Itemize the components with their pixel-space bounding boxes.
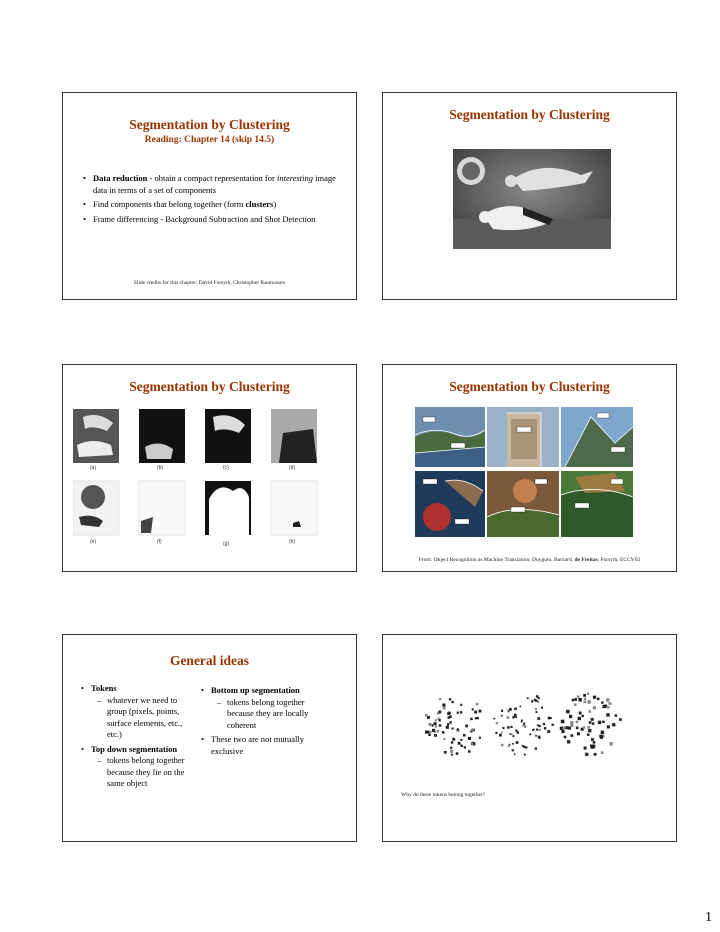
token-dot [434, 722, 437, 725]
token-dot [586, 753, 589, 756]
panel-label: (g) [223, 541, 230, 547]
token-dot [511, 733, 513, 735]
token-dot [578, 698, 582, 702]
token-dot [463, 734, 466, 737]
token-dot [535, 748, 537, 750]
slide-title: Segmentation by Clustering [449, 107, 610, 122]
panel-label: (h) [289, 539, 296, 545]
slide-caption: From: Object Recognition as Machine Translation, Duygulu, Barnard, de Freitas, Forsyth, ECCV02 [418, 557, 641, 563]
bullet-item: • These two are not mutually exclusive [201, 734, 321, 757]
token-dot [612, 723, 615, 726]
slide-title: General ideas [169, 653, 250, 668]
token-dot [547, 730, 550, 733]
token-dot [457, 728, 459, 730]
token-dot [588, 729, 591, 732]
token-dot [609, 702, 612, 705]
token-dot [536, 729, 538, 731]
token-dot [599, 735, 602, 738]
token-dot [603, 705, 606, 708]
token-dot [499, 734, 502, 737]
token-dot [514, 714, 517, 717]
token-dot [496, 722, 498, 724]
token-dot [593, 696, 596, 699]
bullet-item: • Tokens – whatever we need to group (pixels, points, surface elements, etc., etc.) [81, 683, 193, 741]
token-dot [527, 697, 529, 699]
token-dot [574, 703, 577, 706]
token-dot [509, 708, 512, 711]
token-dot [507, 716, 510, 719]
token-dot [452, 728, 454, 730]
token-dot [508, 745, 510, 747]
token-dot [435, 726, 437, 728]
token-dot [448, 716, 451, 719]
token-dot [425, 714, 428, 717]
token-dot [501, 715, 503, 717]
token-dot [435, 719, 437, 721]
token-dot [428, 723, 431, 726]
token-dot [428, 734, 431, 737]
bullet-item: • Bottom up segmentation – tokens belong together because they are locally coherent [201, 685, 321, 731]
token-dot [443, 738, 445, 740]
token-dot [495, 732, 497, 734]
token-dot [515, 729, 517, 731]
token-dot [564, 736, 567, 739]
token-dot [501, 710, 503, 712]
baseball-photo [453, 149, 611, 249]
token-dot [533, 729, 535, 731]
token-dot [584, 698, 587, 701]
token-dot [606, 698, 609, 701]
token-dot [592, 722, 595, 725]
token-dot [601, 701, 603, 703]
token-dot [516, 741, 519, 744]
token-dot [514, 708, 517, 711]
token-dot [439, 698, 441, 700]
token-dot [461, 745, 463, 747]
token-dot [607, 725, 610, 728]
token-dot [502, 727, 504, 729]
token-dot [538, 736, 541, 739]
token-dot [449, 721, 451, 723]
token-dot [444, 751, 447, 754]
token-dot [452, 701, 454, 703]
token-dot [447, 712, 450, 715]
token-dot [571, 734, 574, 737]
token-dot [524, 754, 526, 756]
token-dot [561, 730, 564, 733]
segmentation-panels [73, 409, 343, 549]
token-dot [535, 708, 537, 710]
token-dot [471, 729, 474, 732]
token-dot [550, 717, 552, 719]
token-dot [450, 750, 453, 753]
token-dot [476, 703, 479, 706]
slide-4 [382, 364, 677, 572]
token-dot [602, 721, 605, 724]
token-dot [525, 746, 527, 748]
token-dot [521, 720, 523, 722]
token-dot [458, 742, 461, 745]
sub-bullet-item: – whatever we need to group (pixels, points, surface elements, etc., etc.) [97, 695, 193, 741]
token-dot [552, 724, 554, 726]
token-dot [513, 735, 515, 737]
token-dot [566, 726, 569, 729]
token-dot [576, 727, 579, 730]
bullet-item: • Frame differencing - Background Subtraction and Shot Detection [83, 214, 342, 226]
left-column [81, 683, 193, 793]
token-dot [471, 743, 474, 746]
token-dot [510, 726, 512, 728]
token-dot [601, 731, 604, 734]
token-dot [446, 726, 449, 729]
token-dot [572, 699, 575, 702]
token-dot [457, 712, 459, 714]
token-dot [437, 730, 440, 733]
token-dot [591, 738, 594, 741]
token-dot [442, 731, 445, 734]
token-dot [522, 745, 524, 747]
slide-title: Segmentation by Clustering [449, 379, 610, 394]
panel-label: (f) [157, 539, 162, 545]
token-dot [507, 726, 510, 729]
token-dot [584, 747, 587, 750]
page-number: 1 [705, 910, 712, 925]
token-dot [520, 706, 522, 708]
slide-6 [382, 634, 677, 842]
token-dot [479, 710, 482, 713]
token-dot [460, 739, 462, 741]
token-dot [567, 740, 570, 743]
sub-bullet-item: – tokens belong together because they are locally coherent [217, 697, 321, 732]
token-dot [582, 715, 584, 717]
slide-credits: Slide credits for this chapter: David Forsyth, Christopher Rasmussen [133, 280, 286, 286]
token-dot [541, 707, 543, 709]
slide-1 [62, 92, 357, 300]
token-dot [606, 713, 609, 716]
token-dot [576, 721, 579, 724]
token-dot [593, 741, 596, 744]
panel-label: (b) [157, 465, 164, 471]
token-dot [429, 731, 431, 733]
token-dot [501, 731, 503, 733]
panel-label: (d) [289, 465, 296, 471]
bullet-item: • Top down segmentation – tokens belong together because they lie on the same object [81, 744, 193, 790]
token-dot [523, 723, 525, 725]
token-dot [514, 753, 516, 755]
token-dot [594, 753, 597, 756]
token-dot [517, 731, 519, 733]
token-dot [607, 706, 610, 709]
token-dot [439, 724, 442, 727]
token-dot [597, 698, 600, 701]
token-dot [587, 726, 590, 729]
bullet-list [83, 173, 342, 228]
token-dot [524, 725, 527, 728]
token-dot [468, 737, 471, 740]
bullet-item: • Data reduction - obtain a compact representation for interesting image data in terms of a set of components [83, 173, 342, 196]
token-dot [470, 718, 473, 721]
token-dot [460, 711, 462, 713]
token-dot [450, 747, 452, 749]
token-dot [456, 752, 459, 755]
token-dot [443, 706, 446, 709]
token-dot [447, 723, 449, 725]
token-dot [468, 750, 471, 753]
token-dot [452, 738, 455, 741]
token-dot [583, 726, 586, 729]
token-dot [598, 721, 601, 724]
token-dot [537, 724, 539, 726]
token-dot [578, 717, 581, 720]
token-dot [474, 711, 477, 714]
panel-label: (e) [90, 539, 97, 545]
sub-bullet-item: – tokens belong together because they lie on the same object [97, 755, 193, 790]
token-dot [589, 721, 592, 724]
token-dot [465, 725, 468, 728]
token-dot [512, 743, 514, 745]
token-dot [561, 720, 565, 724]
token-dot [512, 749, 514, 751]
token-dot [615, 714, 618, 717]
token-dot [543, 723, 545, 725]
token-dot [535, 735, 537, 737]
token-dot [472, 708, 474, 710]
token-dot [587, 733, 590, 736]
token-dot [570, 724, 573, 727]
token-dot [494, 718, 496, 720]
slide-title: Segmentation by Clustering [129, 117, 290, 132]
token-dot [569, 715, 572, 718]
token-dot [437, 712, 439, 714]
token-dot [538, 697, 540, 699]
token-dot [529, 733, 531, 735]
token-dot [535, 699, 537, 701]
slide-5 [62, 634, 357, 842]
token-dot [449, 698, 451, 700]
token-dot [574, 698, 577, 701]
token-dot [537, 717, 540, 720]
token-dot [451, 754, 453, 756]
token-dot [442, 704, 445, 707]
token-dot [425, 731, 428, 734]
token-dot [531, 700, 533, 702]
slide-3 [62, 364, 357, 572]
token-dot [577, 732, 580, 735]
token-dot [591, 718, 594, 721]
token-dot [592, 745, 596, 749]
token-dot [587, 700, 591, 704]
token-dot [588, 710, 591, 713]
token-dot [432, 724, 434, 726]
token-dot [539, 729, 541, 731]
slide-title: Segmentation by Clustering [129, 379, 290, 394]
token-dot [451, 741, 453, 743]
panel-label: (c) [223, 465, 229, 471]
bullet-item: • Find components that belong together (form clusters) [83, 199, 342, 211]
token-dot [593, 706, 596, 709]
token-dot [619, 718, 622, 721]
token-dot [601, 751, 604, 754]
token-dot [610, 742, 613, 745]
token-dot [501, 744, 504, 747]
slide-caption: Why do these tokens belong together? [401, 792, 486, 798]
segmented-photo-grid [415, 407, 633, 537]
slide-2 [382, 92, 677, 300]
panel-label: (a) [90, 465, 97, 471]
token-dot [515, 716, 517, 718]
token-dot [584, 701, 587, 704]
token-dot [432, 729, 435, 732]
token-dot [583, 694, 586, 697]
token-dot [464, 746, 466, 748]
token-dot [577, 696, 580, 699]
token-dot [563, 726, 566, 729]
token-dot [438, 719, 440, 721]
token-dot [538, 725, 540, 727]
token-dot [536, 711, 538, 713]
token-dot [434, 734, 437, 737]
token-dot [587, 693, 589, 695]
token-dot [507, 709, 509, 711]
token-dot [460, 704, 462, 706]
token-spheres-figure [423, 691, 623, 757]
token-dot [566, 710, 570, 714]
right-column [201, 685, 321, 760]
token-dot [479, 737, 481, 739]
token-dot [544, 727, 546, 729]
token-dot [477, 717, 479, 719]
token-dot [579, 712, 582, 715]
slide-subtitle: Reading: Chapter 14 (skip 14.5) [144, 135, 275, 145]
